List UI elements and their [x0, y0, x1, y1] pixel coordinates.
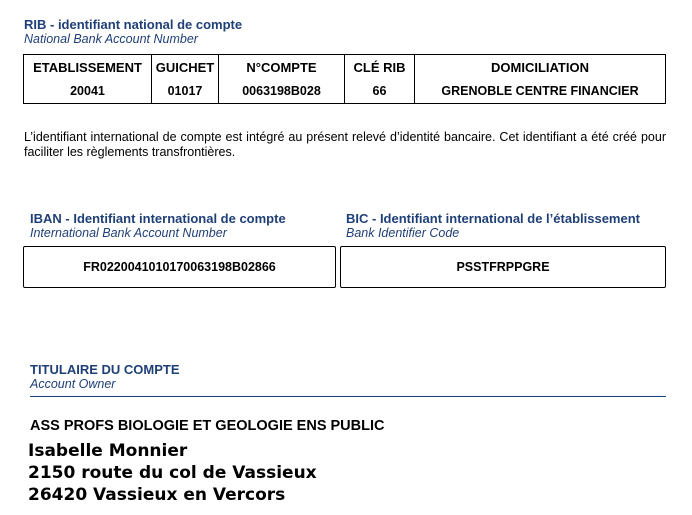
header-cle-rib: CLÉ RIB: [345, 55, 415, 80]
value-guichet: 01017: [152, 79, 219, 104]
iban-title: IBAN - Identifiant international de compte: [30, 211, 286, 226]
value-compte: 0063198B028: [219, 79, 345, 104]
info-note: L’identifiant international de compte est intégré au présent relevé d’identité bancaire. Cet identifiant a été créé pour faciliter les règlements transfrontières.: [24, 130, 666, 159]
bic-header: [346, 211, 640, 240]
header-guichet: GUICHET: [152, 55, 219, 80]
owner-name: ASS PROFS BIOLOGIE ET GEOLOGIE ENS PUBLIC: [30, 418, 385, 434]
address-line-1: Isabelle Monnier: [28, 441, 188, 461]
iban-subtitle: International Bank Account Number: [30, 226, 227, 240]
rib-table: [23, 54, 666, 104]
rib-header-row: [24, 55, 666, 80]
rib-value-row: [24, 79, 666, 104]
value-cle-rib: 66: [345, 79, 415, 104]
iban-header: [30, 211, 286, 240]
bic-subtitle: Bank Identifier Code: [346, 226, 460, 240]
owner-divider: [30, 396, 666, 397]
rib-subtitle: National Bank Account Number: [24, 32, 198, 46]
address-line-3: 26420 Vassieux en Vercors: [28, 485, 286, 505]
header-compte: N°COMPTE: [219, 55, 345, 80]
iban-value-box: [23, 246, 336, 288]
value-etablissement: 20041: [24, 79, 152, 104]
owner-subtitle: Account Owner: [30, 377, 116, 391]
bic-value-box: [340, 246, 666, 288]
rib-header: [24, 17, 242, 46]
header-domiciliation: DOMICILIATION: [415, 55, 666, 80]
owner-header: [30, 362, 180, 391]
value-domiciliation: GRENOBLE CENTRE FINANCIER: [415, 79, 666, 104]
iban-value: FR0220041010170063198B02866: [83, 260, 276, 274]
owner-title: TITULAIRE DU COMPTE: [30, 362, 180, 377]
header-etablissement: ETABLISSEMENT: [24, 55, 152, 80]
bic-value: PSSTFRPPGRE: [456, 260, 550, 274]
rib-title: RIB - identifiant national de compte: [24, 17, 243, 32]
address-line-2: 2150 route du col de Vassieux: [28, 463, 317, 483]
bic-title: BIC - Identifiant international de l’établissement: [346, 211, 640, 226]
